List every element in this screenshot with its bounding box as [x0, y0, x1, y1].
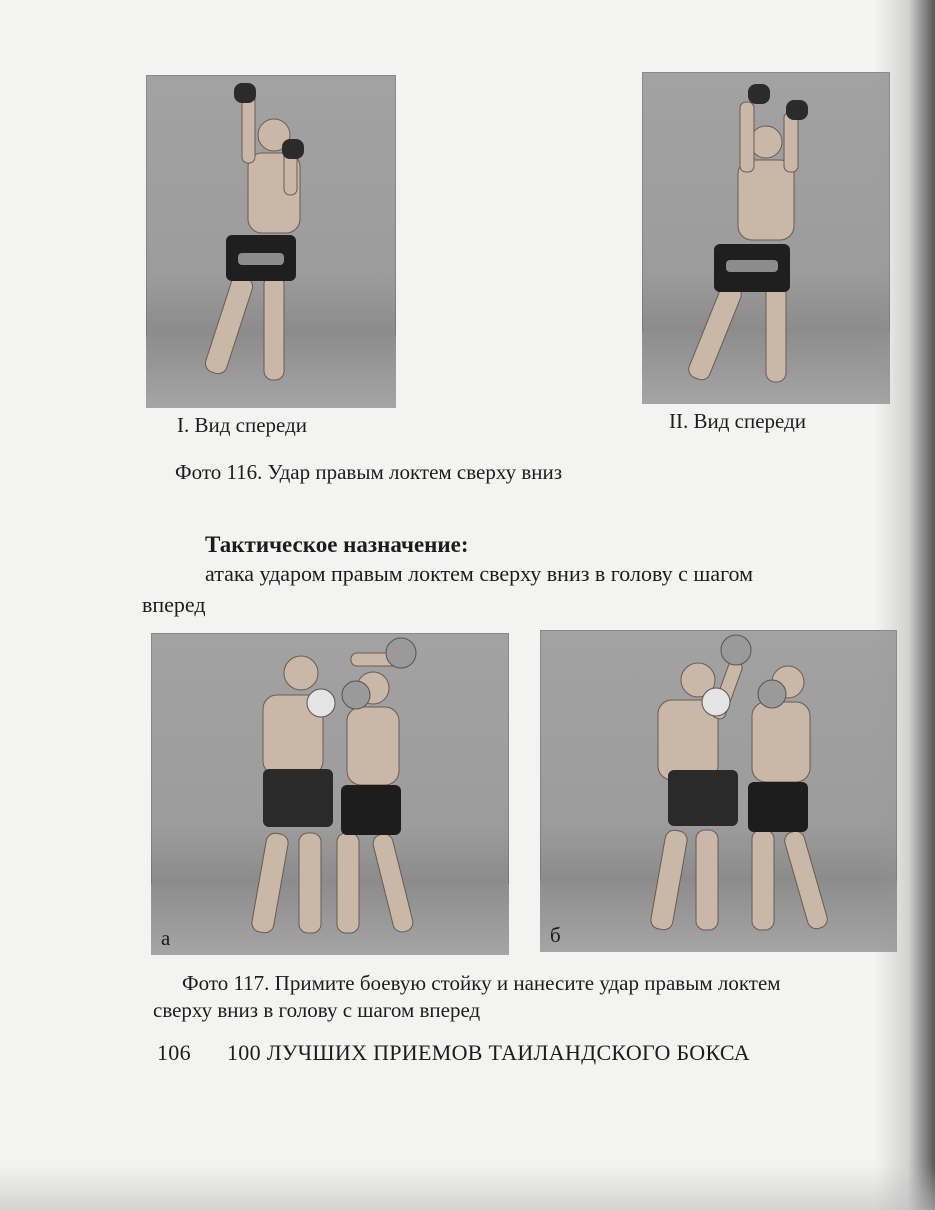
- photo-116-front-view-2: [642, 72, 890, 404]
- photo-116-caption: Фото 116. Удар правым локтем сверху вниз: [175, 460, 563, 484]
- photo-116-left-caption: I. Вид спереди: [177, 413, 308, 437]
- fighters-figure-icon: [540, 630, 897, 952]
- tactical-text-line-1: атака ударом правым локтем сверху вниз в голову с шагом: [205, 561, 754, 586]
- photo-117-caption-line-1: Фото 117. Примите боевую стойку и нанесите удар правым локтем: [182, 971, 781, 995]
- fighter-figure-icon: [146, 75, 396, 408]
- tactical-heading: Тактическое назначение:: [205, 532, 469, 557]
- photo-117-b: [540, 630, 897, 952]
- fighters-figure-icon: [151, 633, 509, 955]
- tactical-text-line-2: вперед: [142, 592, 206, 617]
- book-title: 100 ЛУЧШИХ ПРИЕМОВ ТАИЛАНДСКОГО БОКСА: [227, 1040, 750, 1065]
- photo-117-a: [151, 633, 509, 955]
- photo-117-label-a: а: [161, 926, 171, 950]
- photo-116-front-view-1: [146, 75, 396, 408]
- page-bottom-shadow: [0, 1165, 935, 1210]
- photo-117-caption-line-2: сверху вниз в голову с шагом вперед: [153, 998, 481, 1022]
- fighter-figure-icon: [642, 72, 890, 404]
- photo-116-right-caption: II. Вид спереди: [669, 409, 807, 433]
- page-number: 106: [157, 1040, 191, 1065]
- page-edge-shadow: [875, 0, 935, 1210]
- photo-117-label-b: б: [550, 923, 561, 947]
